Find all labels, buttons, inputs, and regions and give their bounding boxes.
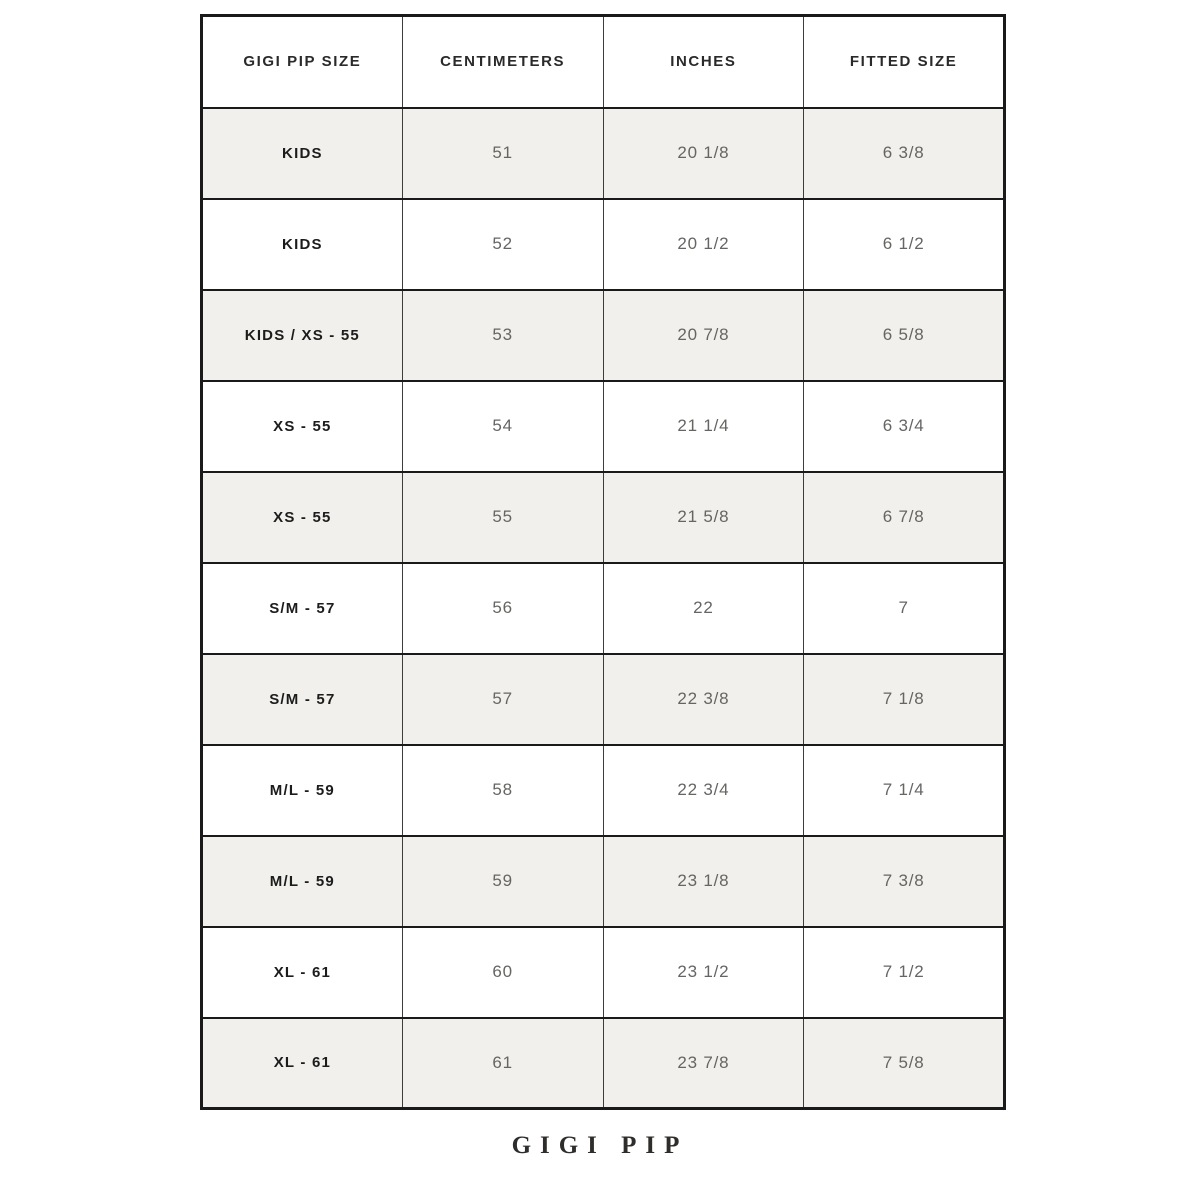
table-row — [202, 108, 1005, 199]
table-row — [202, 654, 1005, 745]
value-cell: 22 — [603, 563, 804, 654]
value-cell: 59 — [402, 836, 603, 927]
value-cell: 52 — [402, 199, 603, 290]
size-cell: M/L - 59 — [202, 745, 403, 836]
value-cell: 6 1/2 — [804, 199, 1005, 290]
size-cell: KIDS / XS - 55 — [202, 290, 403, 381]
value-cell: 20 1/2 — [603, 199, 804, 290]
value-cell: 23 1/2 — [603, 927, 804, 1018]
value-cell: 6 3/4 — [804, 381, 1005, 472]
table-row — [202, 472, 1005, 563]
value-cell: 21 1/4 — [603, 381, 804, 472]
size-chart-container — [200, 14, 1006, 1110]
value-cell: 22 3/4 — [603, 745, 804, 836]
value-cell: 54 — [402, 381, 603, 472]
value-cell: 22 3/8 — [603, 654, 804, 745]
value-cell: 23 1/8 — [603, 836, 804, 927]
table-row — [202, 927, 1005, 1018]
table-row — [202, 563, 1005, 654]
size-cell: XL - 61 — [202, 927, 403, 1018]
value-cell: 6 3/8 — [804, 108, 1005, 199]
value-cell: 7 1/2 — [804, 927, 1005, 1018]
size-chart-table — [200, 14, 1006, 1110]
value-cell: 58 — [402, 745, 603, 836]
size-cell: XL - 61 — [202, 1018, 403, 1109]
value-cell: 7 3/8 — [804, 836, 1005, 927]
value-cell: 53 — [402, 290, 603, 381]
table-row — [202, 290, 1005, 381]
table-row — [202, 745, 1005, 836]
value-cell: 6 5/8 — [804, 290, 1005, 381]
size-cell: KIDS — [202, 199, 403, 290]
value-cell: 55 — [402, 472, 603, 563]
table-row — [202, 381, 1005, 472]
value-cell: 57 — [402, 654, 603, 745]
header-fitted-size: FITTED SIZE — [804, 16, 1005, 108]
size-cell: KIDS — [202, 108, 403, 199]
header-centimeters: CENTIMETERS — [402, 16, 603, 108]
value-cell: 60 — [402, 927, 603, 1018]
size-cell: S/M - 57 — [202, 654, 403, 745]
value-cell: 20 7/8 — [603, 290, 804, 381]
value-cell: 6 7/8 — [804, 472, 1005, 563]
header-row — [202, 16, 1005, 108]
value-cell: 7 — [804, 563, 1005, 654]
brand-logo: GIGI PIP — [511, 1132, 689, 1159]
value-cell: 7 5/8 — [804, 1018, 1005, 1109]
value-cell: 56 — [402, 563, 603, 654]
table-row — [202, 1018, 1005, 1109]
size-cell: XS - 55 — [202, 472, 403, 563]
table-row — [202, 836, 1005, 927]
size-cell: XS - 55 — [202, 381, 403, 472]
value-cell: 7 1/4 — [804, 745, 1005, 836]
value-cell: 61 — [402, 1018, 603, 1109]
value-cell: 20 1/8 — [603, 108, 804, 199]
header-gigi-pip-size: GIGI PIP SIZE — [202, 16, 403, 108]
value-cell: 7 1/8 — [804, 654, 1005, 745]
value-cell: 51 — [402, 108, 603, 199]
value-cell: 21 5/8 — [603, 472, 804, 563]
size-cell: M/L - 59 — [202, 836, 403, 927]
header-inches: INCHES — [603, 16, 804, 108]
size-cell: S/M - 57 — [202, 563, 403, 654]
value-cell: 23 7/8 — [603, 1018, 804, 1109]
table-row — [202, 199, 1005, 290]
